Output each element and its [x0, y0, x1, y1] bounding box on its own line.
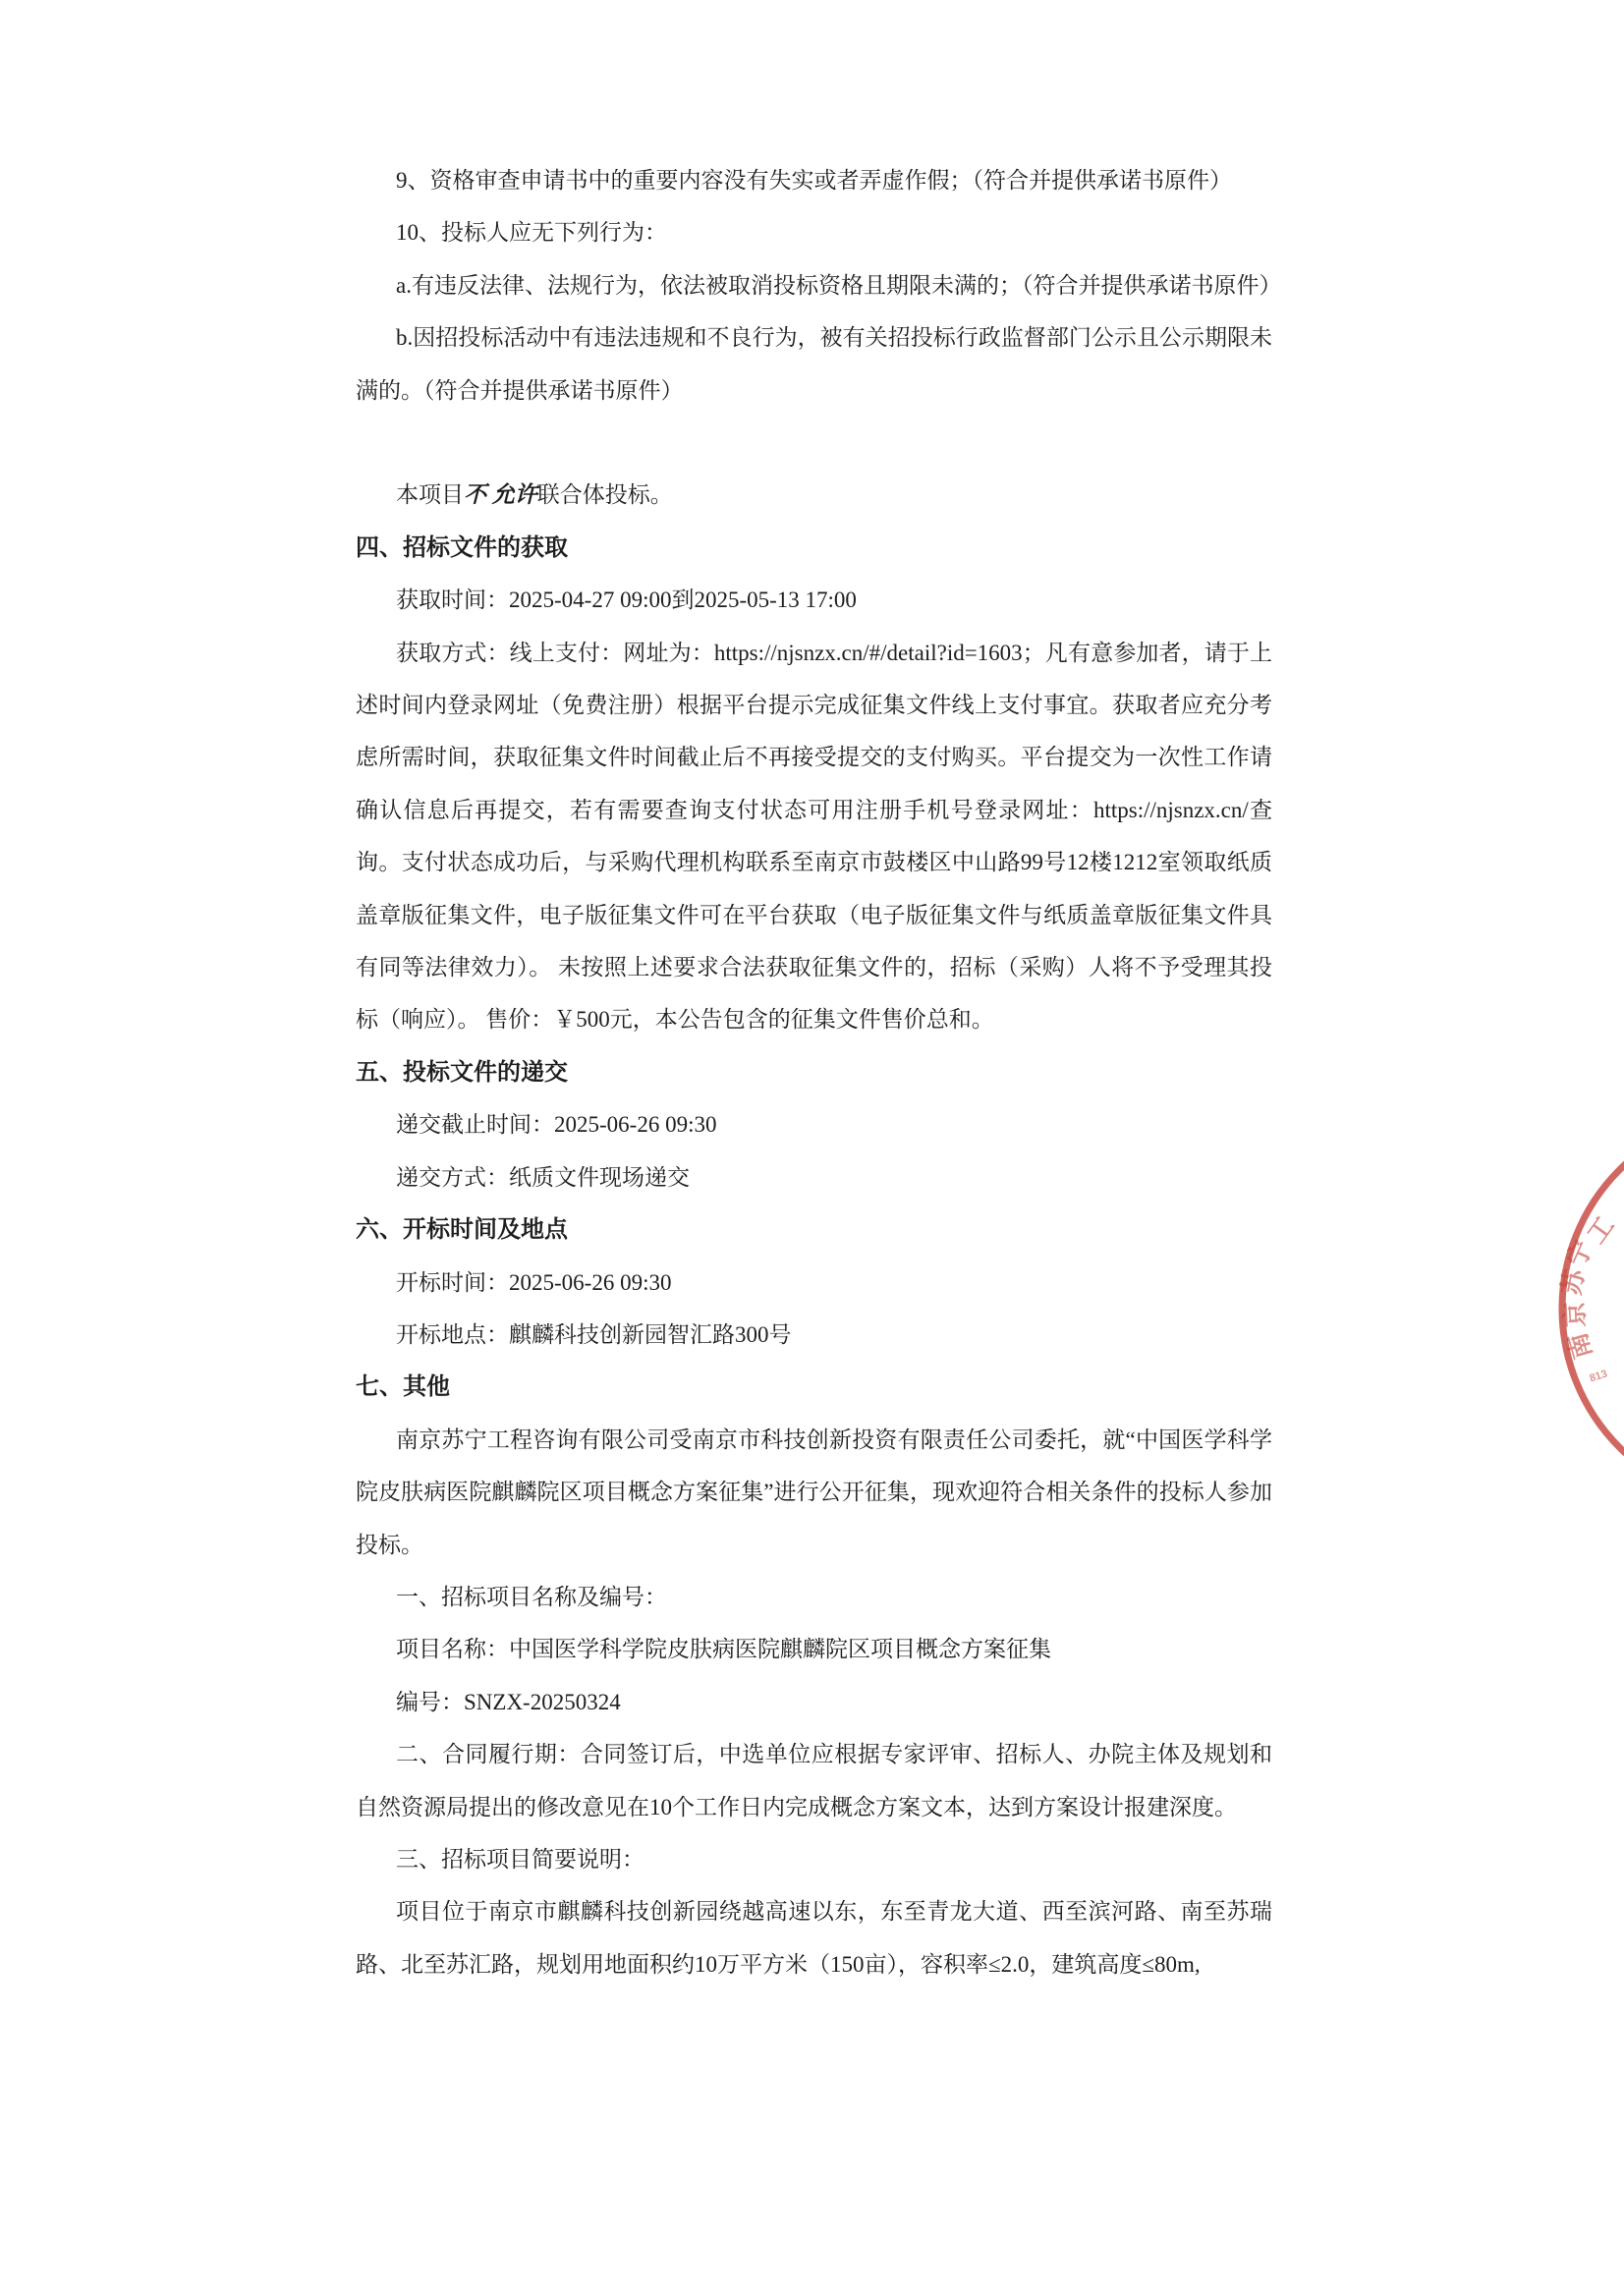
- paragraph-item-a: a.有违反法律、法规行为，依法被取消投标资格且期限未满的；（符合并提供承诺书原件）: [396, 272, 1282, 298]
- seal-char-2: 宁: [1561, 1236, 1598, 1271]
- seal-serial-number: 813: [1588, 1368, 1609, 1385]
- paragraph-consortium: [356, 469, 1272, 521]
- paragraph-project-brief: 项目位于南京市麒麟科技创新园绕越高速以东，东至青龙大道、西至滨河路、南至苏瑞路、北至苏汇路，规划用地面积约10万平方米（150亩），容积率≤2.0，建筑高度≤80m,: [356, 1899, 1272, 1977]
- paragraph-opening-place: 开标地点：麒麟科技创新园智汇路300号: [396, 1321, 792, 1347]
- paragraph-acquisition-method: 获取方式：线上支付：网址为：https://njsnzx.cn/#/detail?id=1603；凡有意参加者，请于上述时间内登录网址（免费注册）根据平台提示完成征集文件线上支付事宜。获取者应充分考虑所需时间，获取征集文件时间截止后不再接受提交的支付购买。平台提交为一次性工作请确认信息后再提交，若有需要查询支付状态可用注册手机号登录网址：https://njsnzx.cn/查询。支付状态成功后，与采购代理机构联系至南京市鼓楼区中山路99号12楼1212室领取纸质盖章版征集文件，电子版征集文件可在平台获取（电子版征集文件与纸质盖章版征集文件具有同等法律效力）。 未按照上述要求合法获取征集文件的，招标（采购）人将不予受理其投标（响应）。 售价：￥500元，本公告包含的征集文件售价总和。: [356, 640, 1272, 1033]
- paragraph-project-brief-title: 三、招标项目简要说明：: [396, 1846, 644, 1872]
- section-heading-6-bid-opening: 六、开标时间及地点: [356, 1216, 568, 1244]
- paragraph-acquisition-time: 获取时间：2025-04-27 09:00到2025-05-13 17:00: [396, 588, 857, 613]
- blank-line: [356, 417, 1272, 469]
- paragraph-submission-method: 递交方式：纸质文件现场递交: [396, 1164, 690, 1190]
- seal-ring: [1562, 1140, 1624, 1474]
- section-heading-7-other: 七、其他: [356, 1373, 450, 1401]
- document-body: [356, 154, 1282, 1990]
- section-heading-5-bid-submission: 五、投标文件的递交: [356, 1058, 568, 1086]
- paragraph-other-intro: 南京苏宁工程咨询有限公司受南京市科技创新投资有限责任公司委托，就“中国医学科学院皮肤病医院麒麟院区项目概念方案征集”进行公开征集，现欢迎符合相关条件的投标人参加投标。: [356, 1427, 1272, 1557]
- paragraph-contract-period: 二、合同履行期：合同签订后，中选单位应根据专家评审、招标人、办院主体及规划和自然资源局提出的修改意见在10个工作日内完成概念方案文本，达到方案设计报建深度。: [356, 1742, 1272, 1819]
- seal-char-3: 苏: [1555, 1266, 1591, 1298]
- consortium-emphasis: 不 允许: [464, 482, 537, 508]
- red-seal-stamp: [1533, 1140, 1624, 1474]
- seal-char-1: 工: [1581, 1210, 1620, 1250]
- paragraph-project-name-number-title: 一、招标项目名称及编号：: [396, 1584, 667, 1609]
- consortium-prefix: 本项目: [396, 482, 464, 508]
- seal-char-5: 南: [1561, 1329, 1598, 1363]
- paragraph-item-10: 10、投标人应无下列行为：: [396, 220, 667, 246]
- paragraph-project-number: 编号：SNZX-20250324: [396, 1689, 621, 1714]
- paragraph-opening-time: 开标时间：2025-06-26 09:30: [396, 1269, 672, 1295]
- paragraph-submission-deadline: 递交截止时间：2025-06-26 09:30: [396, 1112, 717, 1138]
- paragraph-item-b: b.因招投标活动中有违法违规和不良行为，被有关招投标行政监督部门公示且公示期限未满的。（符合并提供承诺书原件）: [356, 325, 1272, 403]
- paragraph-project-name: 项目名称：中国医学科学院皮肤病医院麒麟院区项目概念方案征集: [396, 1637, 1051, 1662]
- paragraph-item-9: 9、资格审查申请书中的重要内容没有失实或者弄虚作假；（符合并提供承诺书原件）: [396, 168, 1232, 193]
- seal-char-4: 京: [1559, 1301, 1591, 1328]
- consortium-suffix: 联合体投标。: [536, 482, 673, 508]
- section-heading-4-document-acquisition: 四、招标文件的获取: [356, 533, 568, 561]
